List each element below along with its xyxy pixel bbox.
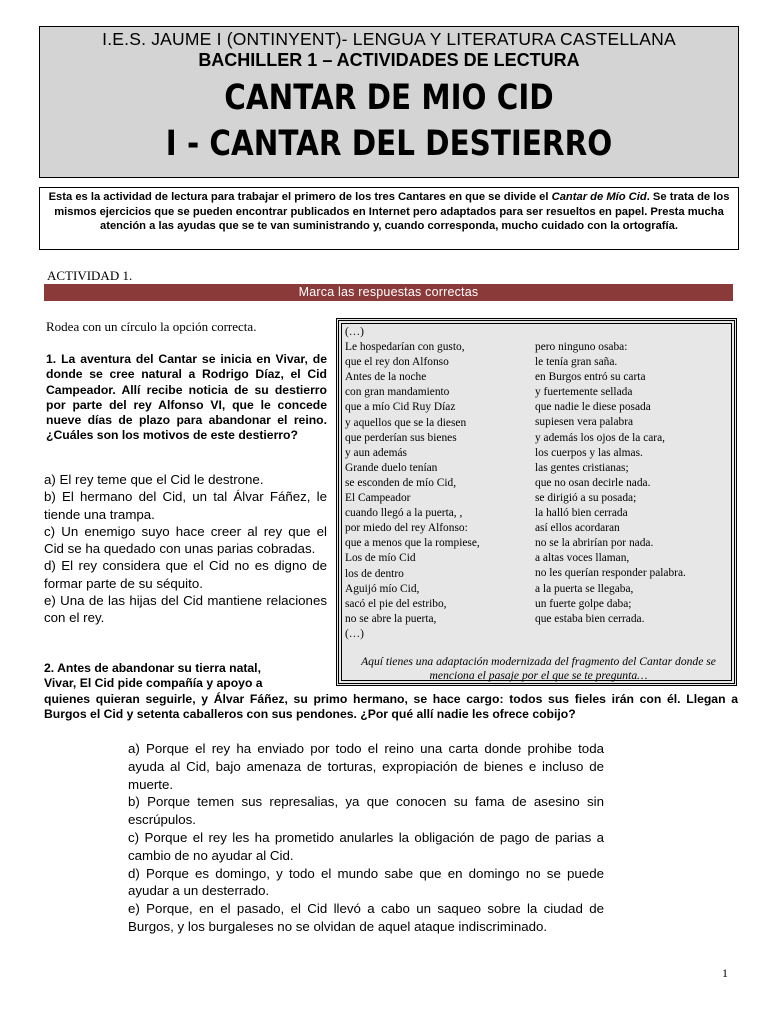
- poem-line: le tenía gran saña.: [535, 356, 618, 369]
- poem-right-column: [535, 340, 735, 627]
- activity-label: ACTIVIDAD 1.: [47, 268, 133, 283]
- q1-option-a: a) El rey teme que el Cid le destrone.: [44, 472, 264, 487]
- q1-option-b: b) El hermano del Cid, un tal Álvar Fáñez, le tiende una trampa.: [44, 489, 327, 522]
- poem-line: El Campeador: [345, 492, 411, 505]
- document-subtitle: I - CANTAR DEL DESTIERRO: [165, 124, 613, 164]
- poem-line: y fuertemente sellada: [535, 386, 633, 399]
- poem-line: que a mío Cid Ruy Díaz: [345, 401, 456, 414]
- poem-line: que estaba bien cerrada.: [535, 612, 645, 625]
- question-1-options: [44, 471, 327, 627]
- q1-option-c: c) Un enemigo suyo hace creer al rey que el Cid se ha quedado con unas parias cobradas.: [44, 523, 327, 557]
- question-2-options: [128, 740, 604, 936]
- poem-line: en Burgos entró su carta: [535, 371, 646, 384]
- poem-line: con gran mandamiento: [345, 386, 450, 399]
- poem-line: Grande duelo tenían: [345, 461, 438, 474]
- poem-line: se esconden de mío Cid,: [345, 476, 457, 489]
- poem-line: no les querían responder palabra.: [535, 567, 686, 580]
- intro-box: [39, 187, 739, 250]
- poem-line: que perderían sus bienes: [345, 431, 457, 444]
- poem-line: así ellos acordaran: [535, 522, 620, 535]
- poem-line: los cuerpos y las almas.: [535, 446, 643, 459]
- poem-line: Aguijó mío Cid,: [345, 582, 420, 595]
- q2-option-b: b) Porque temen sus represalias, ya que conocen su fama de asesino sin escrúpulos.: [128, 794, 604, 828]
- poem-line: que a menos que la rompiese,: [345, 537, 480, 550]
- poem-line: (…): [345, 326, 364, 338]
- q2-text-rest: quienes quieran seguirle, y Álvar Fáñez, su primo hermano, se hace cargo: todos sus fieles irán con él. Llegan a Burgos el Cid y setenta caballeros con sus pendones. ¿Por qué allí nadie les ofrece cobijo?: [44, 691, 738, 721]
- question-1: 1. La aventura del Cantar se inicia en Vivar, de donde se cree natural a Rodrigo Díaz, el Cid Campeador. Allí recibe noticia de su destierro por parte del rey Alfonso VI, que le concede nueve días de plazo para abandonar el reino. ¿Cuáles son los motivos de este destierro?: [46, 352, 327, 443]
- poem-line: por miedo del rey Alfonso:: [345, 522, 468, 535]
- poem-line: Le hospedarían con gusto,: [345, 341, 465, 354]
- poem-line: que el rey don Alfonso: [345, 356, 449, 369]
- q2-line-2: Vivar, El Cid pide compañía y apoyo a: [44, 676, 263, 691]
- activity-bar: Marca las respuestas correctas: [44, 284, 733, 301]
- poem-line: supiesen vera palabra: [535, 416, 634, 429]
- poem-line: no se la abrirían por nada.: [535, 537, 654, 550]
- poem-line: sacó el pie del estribo,: [345, 597, 447, 610]
- q2-option-d: d) Porque es domingo, y todo el mundo sabe que en domingo no se puede ayudar a un desterrado.: [128, 865, 604, 899]
- question-2: [44, 661, 738, 722]
- poem-line: a altas voces llaman,: [535, 552, 630, 565]
- q1-option-d: d) El rey considera que el Cid no es digno de formar parte de su séquito.: [44, 558, 327, 591]
- document-title: CANTAR DE MIO CID: [224, 78, 554, 118]
- poem-line: y aquellos que se la diesen: [345, 416, 467, 429]
- page-number: 1: [722, 966, 728, 980]
- poem-line: a la puerta se llegaba,: [535, 582, 634, 595]
- q2-line-1: 2. Antes de abandonar su tierra natal,: [44, 661, 261, 675]
- intro-text-2: . Se trata de los mismos ejercicios que se pueden encontrar publicados en Internet pero adaptados para ser resueltos en papel. Presta mucha atención a las ayudas que se te van suministrando y, cuando corresponda, mucho cuidado con la ortografía.: [54, 191, 730, 232]
- poem-line: y aun además: [345, 446, 407, 459]
- poem-line: las gentes cristianas;: [535, 461, 629, 474]
- poem-line: Antes de la noche: [345, 371, 427, 384]
- page-header: [39, 26, 739, 178]
- poem-line: que no osan decirle nada.: [535, 476, 651, 489]
- poem-line: no se abre la puerta,: [345, 612, 437, 625]
- poem-line: se dirigió a su posada;: [535, 491, 637, 504]
- poem-line: y además los ojos de la cara,: [535, 431, 665, 444]
- poem-line: (…): [345, 627, 364, 640]
- poem-line: la halló bien cerrada: [535, 507, 628, 520]
- poem-left-column: [345, 325, 535, 642]
- poem-line: pero ninguno osaba:: [535, 341, 628, 353]
- poem-line: cuando llegó a la puerta, ,: [345, 507, 463, 520]
- poem-line: Los de mío Cid: [345, 552, 416, 565]
- intro-text-1: Esta es la actividad de lectura para trabajar el primero de los tres Cantares en que se divide el: [48, 191, 552, 203]
- poem-box: [336, 318, 737, 686]
- q1-option-e: e) Una de las hijas del Cid mantiene relaciones con el rey.: [44, 593, 327, 626]
- q2-option-e: e) Porque, en el pasado, el Cid llevó a cabo un saqueo sobre la ciudad de Burgos, y los burgaleses no se olvidan de aquel ataque indiscriminado.: [128, 901, 604, 934]
- course-line: BACHILLER 1 – ACTIVIDADES DE LECTURA: [198, 50, 580, 70]
- activity-instruction: Rodea con un círculo la opción correcta.: [46, 319, 257, 334]
- poem-line: los de dentro: [345, 567, 404, 580]
- q2-option-a: a) Porque el rey ha enviado por todo el reino una carta donde prohibe toda ayuda al Cid, bajo amenaza de torturas, expropiación de bienes e incluso de muerte.: [128, 741, 604, 792]
- poem-line: un fuerte golpe daba;: [535, 597, 632, 610]
- poem-line: que nadie le diese posada: [535, 401, 651, 414]
- intro-work-title: Cantar de Mío Cid: [551, 191, 647, 203]
- poem-caption: Aquí tienes una adaptación modernizada del fragmento del Cantar donde se menciona el pasaje por el que se te pregunta…: [361, 655, 716, 682]
- q2-option-c: c) Porque el rey les ha prometido anularles la obligación de pago de parias a cambio de no ayudar al Cid.: [128, 829, 604, 863]
- school-line: I.E.S. JAUME I (ONTINYENT)- LENGUA Y LITERATURA CASTELLANA: [102, 29, 676, 49]
